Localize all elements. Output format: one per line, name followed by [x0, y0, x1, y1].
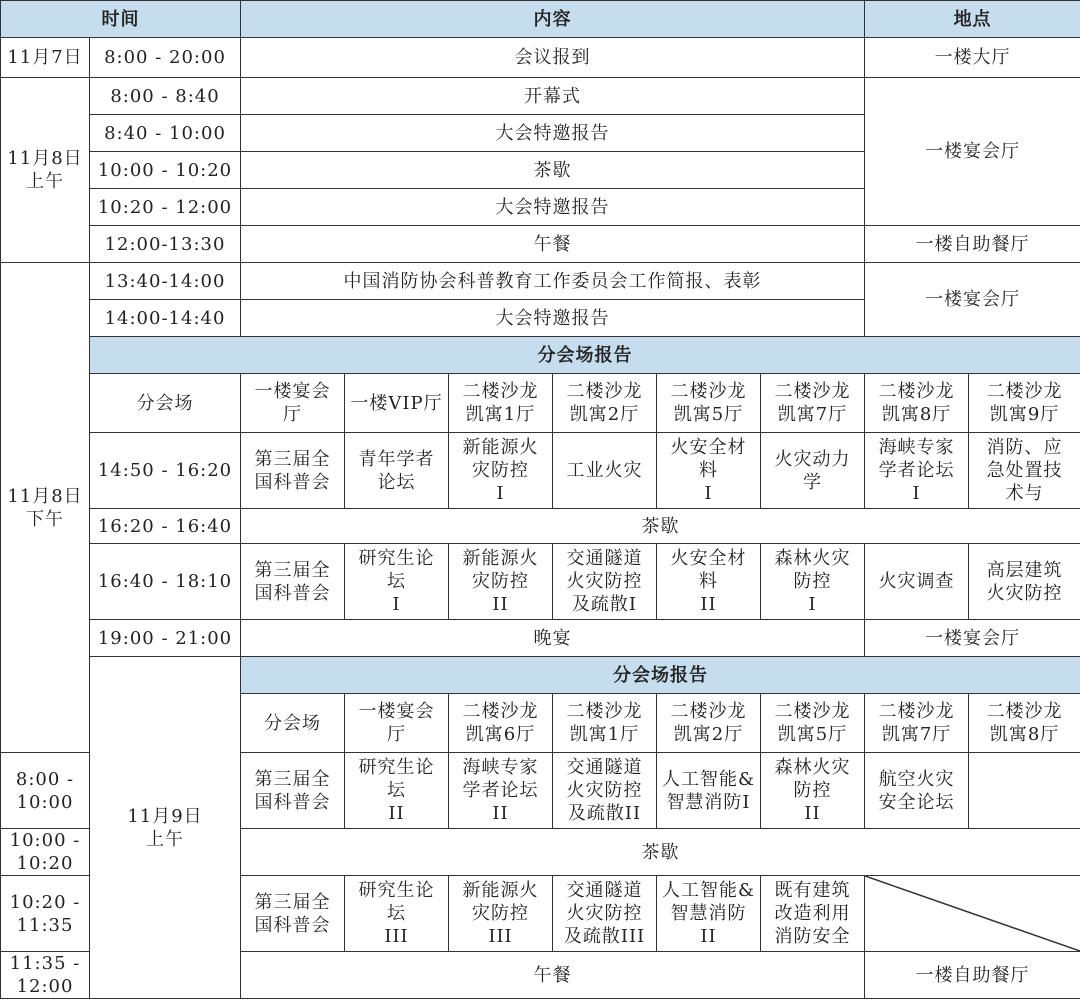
subsession-title: 分会场报告 — [90, 337, 1080, 374]
date-cell: 11月9日 上午 — [90, 657, 241, 999]
session-cell: 工业火灾 — [553, 433, 657, 509]
session-cell: 研究生论 坛 II — [345, 753, 449, 829]
session-cell: 交通隧道 火灾防控 及疏散II — [553, 753, 657, 829]
content-cell: 中国消防协会科普教育工作委员会工作简报、表彰 — [241, 263, 865, 300]
session-cell: 火灾调查 — [865, 544, 969, 620]
venue-cell: 二楼沙龙 凯寓7厅 — [865, 694, 969, 753]
venue-cell: 二楼沙龙 凯寓8厅 — [865, 374, 969, 433]
venue-cell: 二楼沙龙 凯寓6厅 — [449, 694, 553, 753]
venue-cell: 一楼宴会 厅 — [241, 374, 345, 433]
session-cell: 既有建筑 改造利用 消防安全 — [761, 876, 865, 952]
time-cell: 16:40 - 18:10 — [90, 544, 241, 620]
content-cell: 晚宴 — [241, 620, 865, 657]
time-cell: 10:00 - 10:20 — [1, 829, 90, 876]
session-row — [1, 544, 1080, 620]
session-cell: 新能源火 灾防控 III — [449, 876, 553, 952]
location-cell: 一楼自助餐厅 — [865, 952, 1080, 999]
content-cell: 茶歇 — [241, 509, 1080, 544]
time-cell: 8:00 - 20:00 — [90, 38, 241, 78]
session-cell: 海峡专家 学者论坛 I — [865, 433, 969, 509]
header-content: 内容 — [241, 1, 865, 38]
diagonal-line — [865, 876, 1080, 951]
session-cell: 青年学者 论坛 — [345, 433, 449, 509]
session-cell: 第三届全 国科普会 — [241, 433, 345, 509]
content-cell: 茶歇 — [241, 152, 865, 189]
date-cell: 11月8日 下午 — [1, 263, 90, 753]
session-cell: 交通隧道 火灾防控 及疏散III — [553, 876, 657, 952]
venue-cell: 二楼沙龙 凯寓2厅 — [553, 374, 657, 433]
subheader-row — [1, 337, 1080, 374]
time-cell: 19:00 - 21:00 — [90, 620, 241, 657]
content-cell: 大会特邀报告 — [241, 115, 865, 152]
table-row — [1, 78, 1080, 115]
content-cell: 会议报到 — [241, 38, 865, 78]
venue-cell: 二楼沙龙 凯寓8厅 — [969, 694, 1080, 753]
session-cell: 航空火灾 安全论坛 — [865, 753, 969, 829]
content-cell: 大会特邀报告 — [241, 300, 865, 337]
session-cell: 高层建筑 火灾防控 — [969, 544, 1080, 620]
time-cell: 8:00 - 10:00 — [1, 753, 90, 829]
venue-label: 分会场 — [90, 374, 241, 433]
session-cell: 火安全材 料 II — [657, 544, 761, 620]
table-row — [1, 620, 1080, 657]
time-cell: 16:20 - 16:40 — [90, 509, 241, 544]
session-cell: 火灾动力 学 — [761, 433, 865, 509]
venue-cell: 二楼沙龙 凯寓1厅 — [449, 374, 553, 433]
time-cell: 11:35 - 12:00 — [1, 952, 90, 999]
venue-cell: 一楼宴会 厅 — [345, 694, 449, 753]
venue-cell: 二楼沙龙 凯寓5厅 — [761, 694, 865, 753]
time-cell: 12:00-13:30 — [90, 226, 241, 263]
location-cell: 一楼宴会厅 — [865, 620, 1080, 657]
subsession-title: 分会场报告 — [241, 657, 1080, 694]
session-cell: 新能源火 灾防控 II — [449, 544, 553, 620]
time-cell: 14:00-14:40 — [90, 300, 241, 337]
table-row — [1, 226, 1080, 263]
content-cell: 茶歇 — [241, 829, 1080, 876]
session-cell: 第三届全 国科普会 — [241, 544, 345, 620]
session-cell: 火安全材 料 I — [657, 433, 761, 509]
header-row — [1, 1, 1080, 38]
venue-cell: 一楼VIP厅 — [345, 374, 449, 433]
session-cell: 研究生论 坛 I — [345, 544, 449, 620]
time-cell: 10:00 - 10:20 — [90, 152, 241, 189]
venue-row — [1, 374, 1080, 433]
location-cell: 一楼自助餐厅 — [865, 226, 1080, 263]
venue-cell: 二楼沙龙 凯寓2厅 — [657, 694, 761, 753]
time-cell: 8:00 - 8:40 — [90, 78, 241, 115]
venue-cell: 二楼沙龙 凯寓9厅 — [969, 374, 1080, 433]
time-cell: 8:40 - 10:00 — [90, 115, 241, 152]
session-cell: 森林火灾 防控 I — [761, 544, 865, 620]
session-cell: 第三届全 国科普会 — [241, 876, 345, 952]
content-cell: 午餐 — [241, 226, 865, 263]
venue-cell: 二楼沙龙 凯寓1厅 — [553, 694, 657, 753]
session-cell: 人工智能& 智慧消防I — [657, 753, 761, 829]
time-cell: 10:20 - 12:00 — [90, 189, 241, 226]
session-row — [1, 433, 1080, 509]
session-cell: 新能源火 灾防控 I — [449, 433, 553, 509]
session-cell: 消防、应 急处置技 术与 — [969, 433, 1080, 509]
content-cell: 开幕式 — [241, 78, 865, 115]
subheader-row — [1, 657, 1080, 694]
table-row — [1, 38, 1080, 78]
date-cell: 11月8日 上午 — [1, 78, 90, 263]
session-cell: 研究生论 坛 III — [345, 876, 449, 952]
content-cell: 大会特邀报告 — [241, 189, 865, 226]
location-cell: 一楼大厅 — [865, 38, 1080, 78]
content-cell: 午餐 — [241, 952, 865, 999]
session-cell: 交通隧道 火灾防控 及疏散I — [553, 544, 657, 620]
empty-slash-cell — [865, 876, 1080, 952]
location-cell: 一楼宴会厅 — [865, 78, 1080, 226]
venue-cell: 二楼沙龙 凯寓5厅 — [657, 374, 761, 433]
date-cell: 11月7日 — [1, 38, 90, 78]
venue-cell: 二楼沙龙 凯寓7厅 — [761, 374, 865, 433]
venue-label: 分会场 — [241, 694, 345, 753]
time-cell: 14:50 - 16:20 — [90, 433, 241, 509]
time-cell: 10:20 - 11:35 — [1, 876, 90, 952]
header-time: 时间 — [1, 1, 241, 38]
header-location: 地点 — [865, 1, 1080, 38]
session-cell: 海峡专家 学者论坛 II — [449, 753, 553, 829]
table-row — [1, 263, 1080, 300]
time-cell: 13:40-14:00 — [90, 263, 241, 300]
session-cell: 第三届全 国科普会 — [241, 753, 345, 829]
session-cell: 森林火灾 防控 II — [761, 753, 865, 829]
location-cell: 一楼宴会厅 — [865, 263, 1080, 337]
session-cell: 人工智能& 智慧消防 II — [657, 876, 761, 952]
table-row — [1, 509, 1080, 544]
